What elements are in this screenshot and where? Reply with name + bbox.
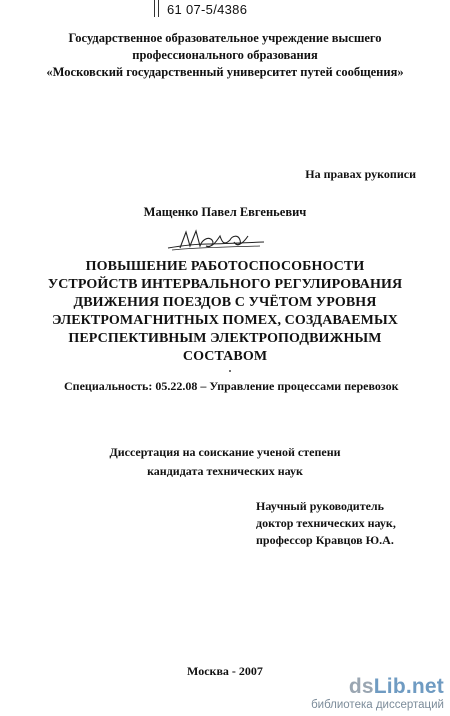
watermark-logo xyxy=(311,676,444,698)
institution-line: Государственное образовательное учреждение высшего xyxy=(68,31,382,45)
archive-stamp xyxy=(147,0,265,17)
watermark-logo-ds: ds xyxy=(348,675,374,698)
city-year: Москва - 2007 xyxy=(187,664,263,678)
title-line: ЭЛЕКТРОМАГНИТНЫХ ПОМЕХ, СОЗДАВАЕМЫХ xyxy=(51,313,399,328)
title-line: СОСТАВОМ xyxy=(182,349,268,364)
supervisor-line: профессор Кравцов Ю.А. xyxy=(256,533,394,547)
title-line: ПЕРСПЕКТИВНЫМ ЭЛЕКТРОПОДВИЖНЫМ xyxy=(68,331,382,346)
degree-statement xyxy=(0,443,450,481)
dissertation-title xyxy=(0,258,450,366)
title-line: УСТРОЙСТВ ИНТЕРВАЛЬНОГО РЕГУЛИРОВАНИЯ xyxy=(47,277,403,292)
supervisor-line: доктор технических наук, xyxy=(256,516,396,530)
watermark-logo-net: .net xyxy=(405,675,444,698)
author-name: Мащенко Павел Евгеньевич xyxy=(143,205,307,219)
title-line: ДВИЖЕНИЯ ПОЕЗДОВ С УЧЁТОМ УРОВНЯ xyxy=(73,295,377,310)
degree-line: кандидата технических наук xyxy=(147,464,303,478)
institution-line: профессионального образования xyxy=(132,48,318,62)
specialty-line: Специальность: 05.22.08 – Управление процессами перевозок xyxy=(64,379,399,393)
institution-header xyxy=(0,30,450,81)
degree-line: Диссертация на соискание ученой степени xyxy=(109,445,341,459)
watermark-logo-lib: Lib xyxy=(373,675,406,698)
rights-notice: На правах рукописи xyxy=(305,167,416,181)
scan-speck xyxy=(229,370,231,372)
supervisor-line: Научный руководитель xyxy=(256,499,384,513)
author-signature xyxy=(160,222,270,262)
archive-stamp-line xyxy=(154,0,155,17)
supervisor-block xyxy=(256,498,396,549)
institution-line: «Московский государственный университет путей сообщения» xyxy=(46,65,404,79)
watermark-subtitle: библиотека диссертаций xyxy=(311,699,444,711)
archive-code: 61 07-5/4386 xyxy=(167,2,248,17)
archive-stamp-line xyxy=(158,0,159,17)
watermark xyxy=(311,676,444,712)
title-line: ПОВЫШЕНИЕ РАБОТОСПОСОБНОСТИ xyxy=(85,259,365,274)
